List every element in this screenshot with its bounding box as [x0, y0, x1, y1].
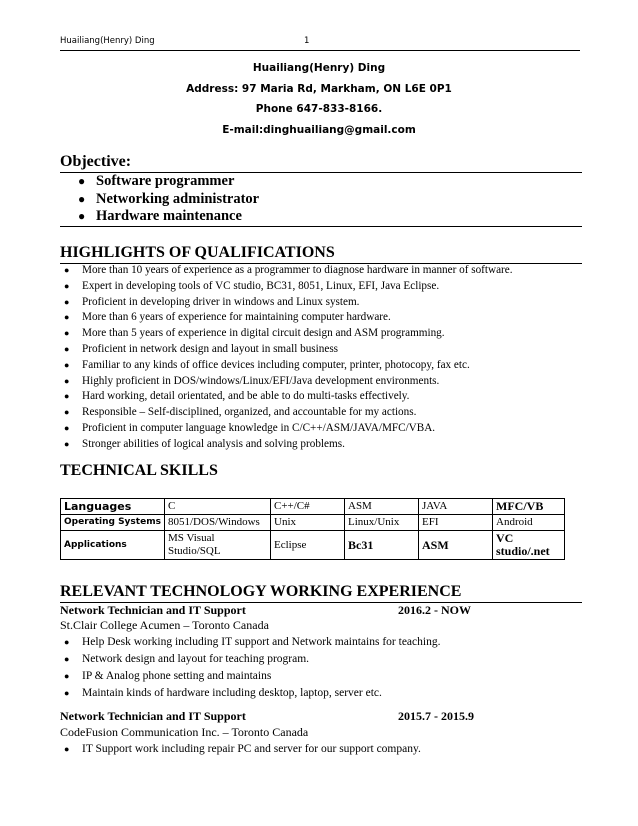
job-duty-item: ● Maintain kinds of hardware including desktop, laptop, server etc.	[60, 685, 582, 702]
skills-heading: TECHNICAL SKILLS	[60, 462, 218, 479]
job-duty-item: ● IP & Analog phone setting and maintains	[60, 668, 582, 685]
bullet-icon: ●	[64, 744, 70, 754]
row-label: Applications	[61, 531, 165, 560]
table-cell: Bc31	[345, 531, 419, 560]
bullet-icon: ●	[64, 375, 70, 386]
highlight-item: ● Stronger abilities of logical analysis and solving problems.	[60, 437, 582, 453]
highlight-item: ● More than 6 years of experience for maintaining computer hardware.	[60, 310, 582, 326]
contact-email[interactable]: E-mail:dinghuailiang@gmail.com	[222, 124, 416, 136]
job-duties-list	[60, 634, 582, 702]
bullet-icon: ●	[64, 391, 70, 402]
highlight-item: ● Familiar to any kinds of office devices including computer, printer, photocopy, fax etc.	[60, 358, 582, 374]
objective-item: ● Software programmer	[78, 173, 235, 189]
objective-item: ● Hardware maintenance	[78, 208, 242, 224]
table-cell: MS Visual Studio/SQL	[165, 531, 271, 560]
table-cell: Linux/Unix	[345, 515, 419, 531]
highlight-item: ● Proficient in developing driver in windows and Linux system.	[60, 295, 582, 311]
job-organization: CodeFusion Communication Inc. – Toronto Canada	[60, 725, 309, 739]
table-row	[61, 499, 565, 515]
row-label: Operating Systems	[61, 515, 165, 531]
table-cell: Android	[493, 515, 565, 531]
table-cell: ASM	[419, 531, 493, 560]
bullet-icon: ●	[64, 637, 70, 647]
job-duty-item: ● Network design and layout for teaching program.	[60, 651, 582, 668]
row-label: Languages	[61, 499, 165, 515]
table-cell: JAVA	[419, 499, 493, 515]
bullet-icon: ●	[64, 422, 70, 433]
bullet-icon: ●	[78, 174, 86, 188]
job-duty-item: ● Help Desk working including IT support and Network maintains for teaching.	[60, 634, 582, 651]
highlight-item: ● Expert in developing tools of VC studio, BC31, 8051, Linux, EFI, Java Eclipse.	[60, 279, 582, 295]
highlight-item: ● More than 10 years of experience as a programmer to diagnose hardware in manner of software.	[60, 263, 582, 279]
bullet-icon: ●	[64, 343, 70, 354]
bullet-icon: ●	[64, 296, 70, 307]
table-cell: C	[165, 499, 271, 515]
highlight-item: ● Proficient in network design and layout in small business	[60, 342, 582, 358]
objective-list	[60, 173, 582, 226]
bullet-icon: ●	[64, 438, 70, 449]
bullet-icon: ●	[78, 209, 86, 223]
job-dates: 2015.7 - 2015.9	[398, 709, 474, 723]
bullet-icon: ●	[64, 654, 70, 664]
contact-phone: Phone 647-833-8166.	[255, 103, 383, 115]
job-organization: St.Clair College Acumen – Toronto Canada	[60, 618, 269, 632]
job-duties-list	[60, 741, 582, 758]
running-header	[60, 36, 580, 51]
highlight-item: ● Proficient in computer language knowledge in C/C++/ASM/JAVA/MFC/VBA.	[60, 421, 582, 437]
highlight-item: ● Hard working, detail orientated, and be able to do multi-tasks effectively.	[60, 389, 582, 405]
running-header-name: Huailiang(Henry) Ding	[60, 36, 155, 46]
bullet-icon: ●	[78, 191, 86, 206]
table-cell: Unix	[271, 515, 345, 531]
bullet-icon: ●	[64, 407, 70, 418]
table-cell: MFC/VB	[493, 499, 565, 515]
highlight-item: ● Responsible – Self-disciplined, organized, and accountable for my actions.	[60, 405, 582, 421]
table-row	[61, 531, 565, 560]
bullet-icon: ●	[64, 688, 70, 698]
page-number: 1	[304, 36, 310, 46]
highlight-item: ● Highly proficient in DOS/windows/Linux/EFI/Java development environments.	[60, 374, 582, 390]
table-cell: 8051/DOS/Windows	[165, 515, 271, 531]
table-cell: C++/C#	[271, 499, 345, 515]
table-cell: VC studio/.net	[493, 531, 565, 560]
objective-item: ● Networking administrator	[78, 190, 260, 207]
bullet-icon: ●	[64, 280, 70, 291]
bullet-icon: ●	[64, 671, 70, 681]
bullet-icon: ●	[64, 265, 70, 275]
bullet-icon: ●	[64, 359, 70, 370]
contact-address: Address: 97 Maria Rd, Markham, ON L6E 0P1	[186, 83, 452, 95]
table-cell: EFI	[419, 515, 493, 531]
highlight-item: ● More than 5 years of experience in digital circuit design and ASM programming.	[60, 326, 582, 342]
job-title	[60, 603, 582, 618]
job-duty-item: ● IT Support work including repair PC and server for our support company.	[60, 741, 582, 758]
contact-name: Huailiang(Henry) Ding	[252, 62, 386, 74]
experience-heading: RELEVANT TECHNOLOGY WORKING EXPERIENCE	[60, 583, 582, 603]
job-title-text: Network Technician and IT Support	[60, 709, 246, 723]
table-row	[61, 515, 565, 531]
bullet-icon: ●	[64, 328, 70, 339]
skills-table	[60, 498, 565, 560]
job-title	[60, 709, 582, 724]
table-cell: Eclipse	[271, 531, 345, 560]
bullet-icon: ●	[64, 312, 70, 323]
objective-rule	[60, 226, 582, 227]
job-title-text: Network Technician and IT Support	[60, 603, 246, 617]
highlights-heading: HIGHLIGHTS OF QUALIFICATIONS	[60, 244, 582, 264]
table-cell: ASM	[345, 499, 419, 515]
job-dates: 2016.2 - NOW	[398, 603, 471, 617]
objective-heading: Objective:	[60, 153, 582, 173]
highlights-list	[60, 263, 582, 453]
